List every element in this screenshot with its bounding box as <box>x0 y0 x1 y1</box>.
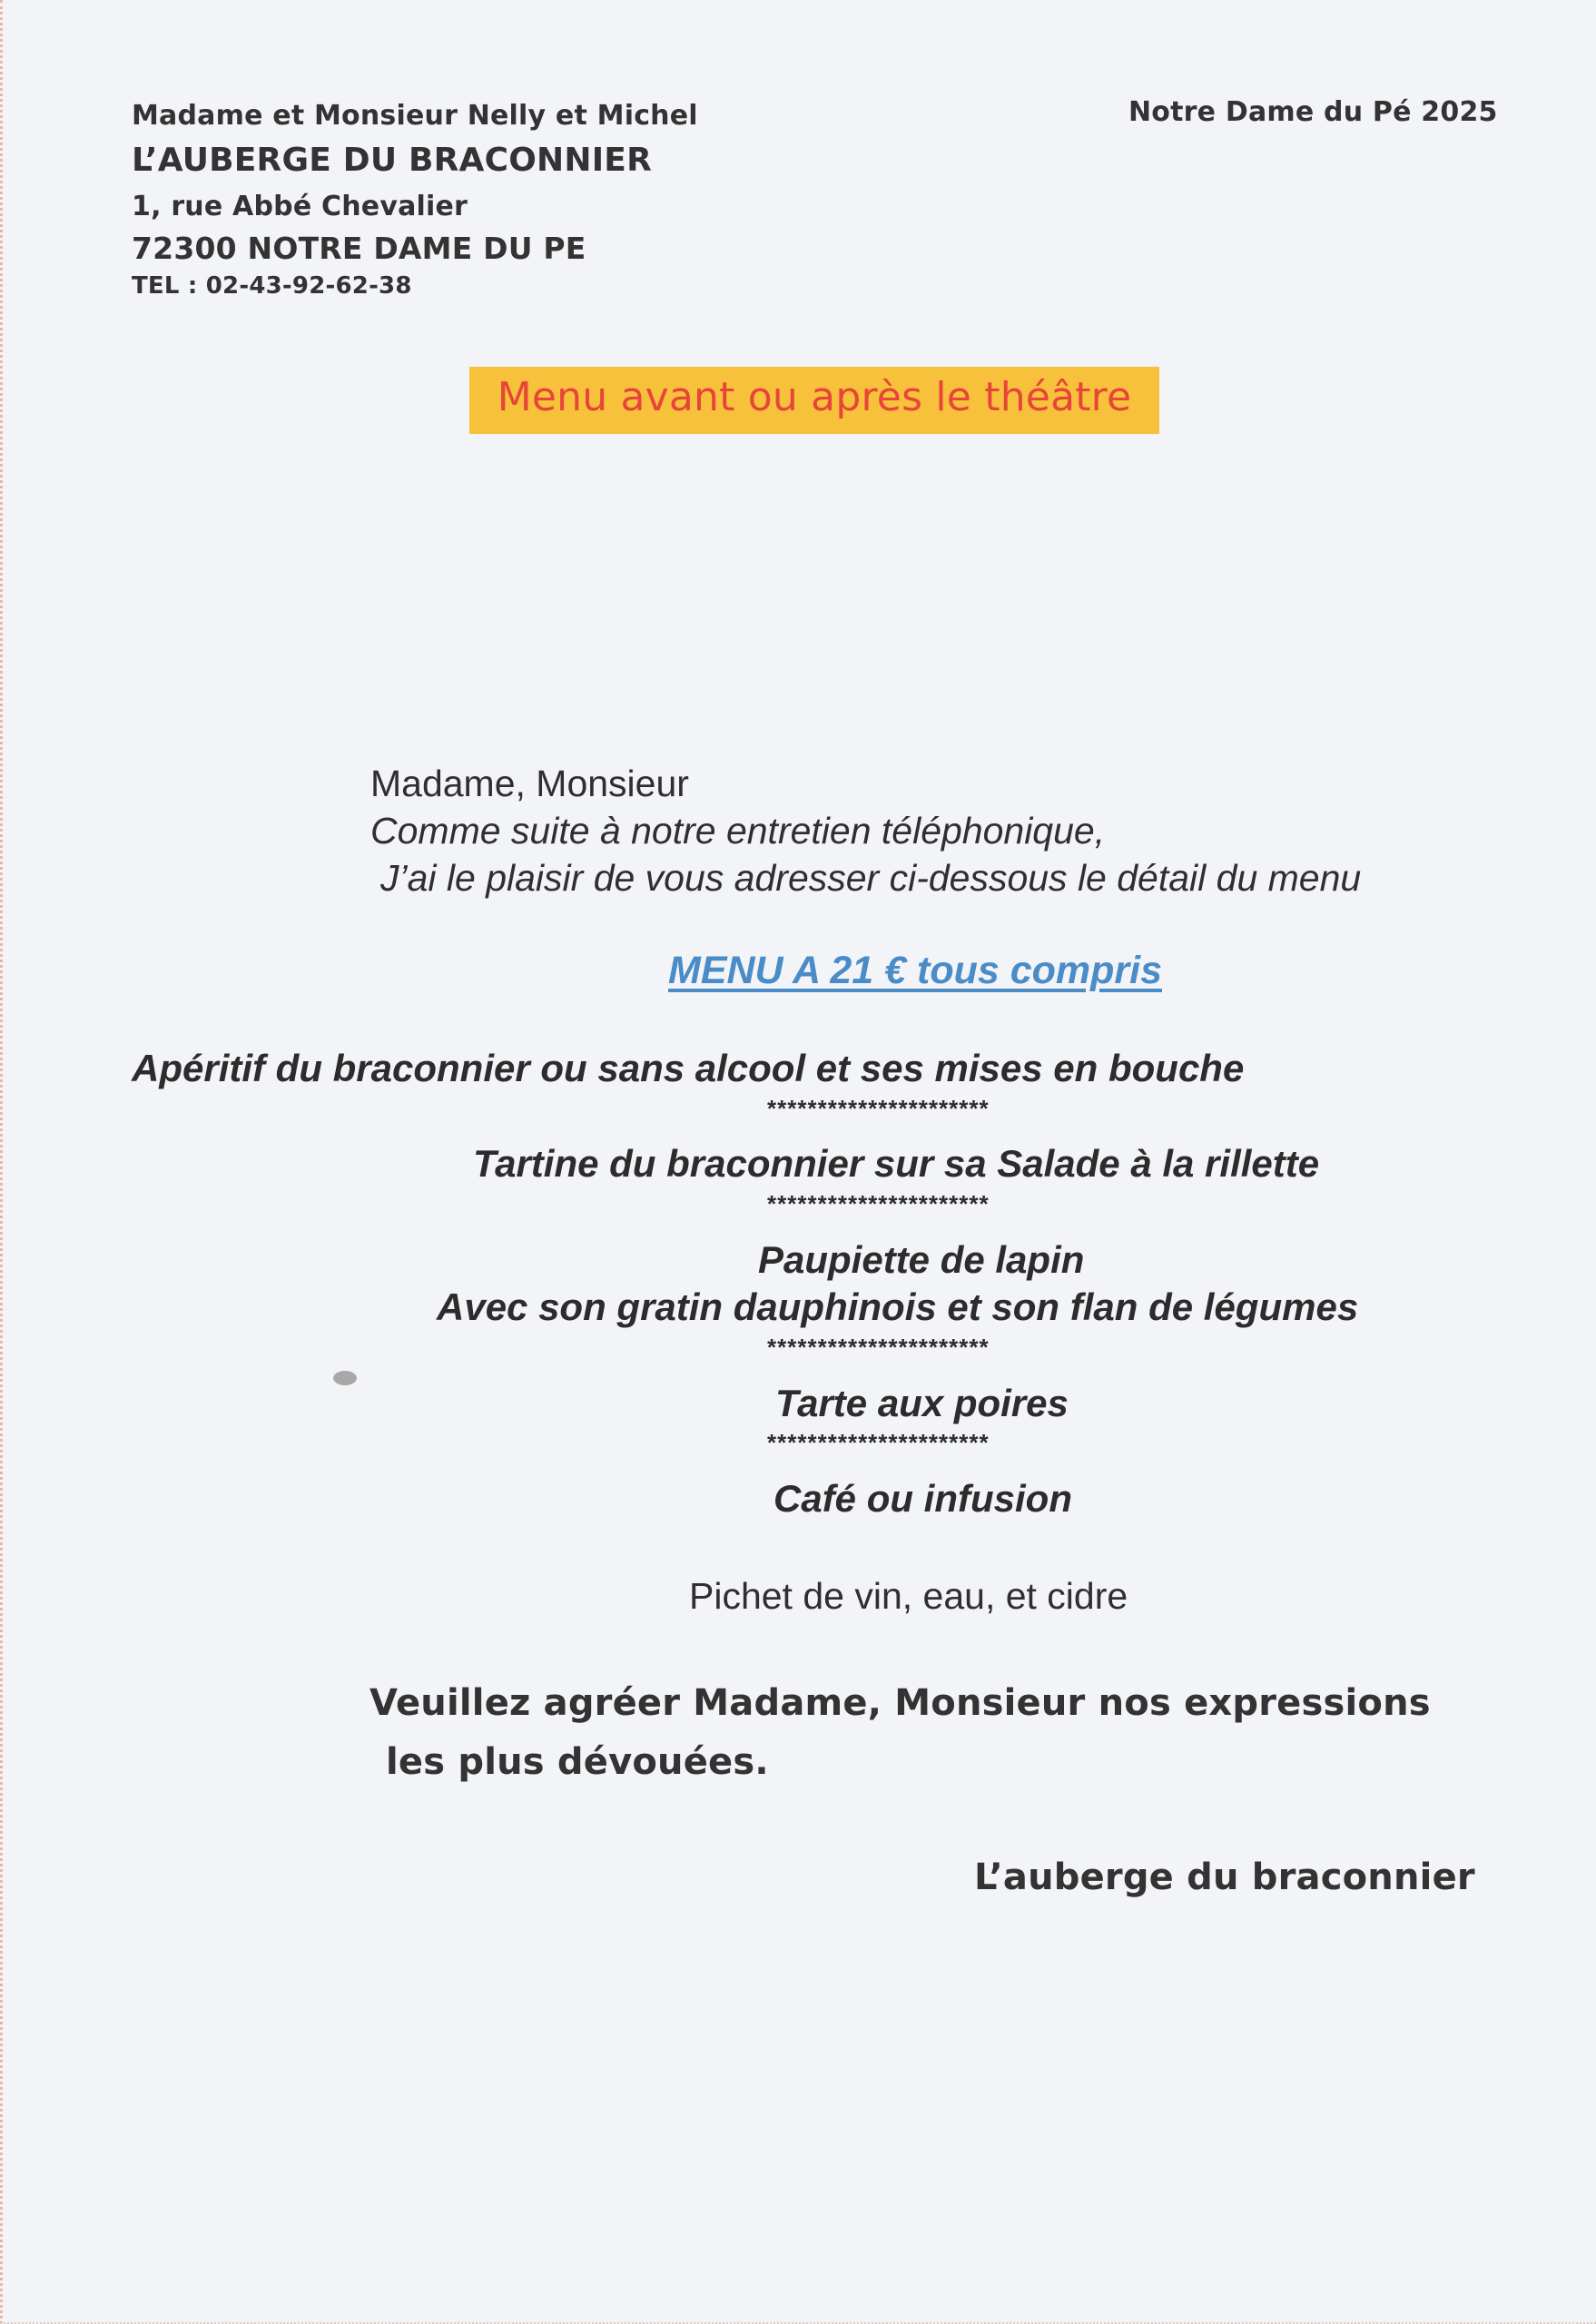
menu-title: Menu avant ou après le théâtre <box>497 374 1132 420</box>
course-aperitif: Apéritif du braconnier ou sans alcool et ses mises en bouche <box>132 1047 1245 1089</box>
salutation: Madame, Monsieur <box>370 763 689 804</box>
course-separator: ********************** <box>767 1095 990 1122</box>
course-separator: ********************** <box>767 1429 990 1456</box>
course-main: Paupiette de lapin <box>758 1238 1085 1281</box>
address-city: 72300 NOTRE DAME DU PE <box>132 231 586 266</box>
menu-price-heading: MENU A 21 € tous compris <box>668 949 1162 992</box>
intro-line-1: Comme suite à notre entretien téléphonique, <box>370 810 1106 852</box>
phone-number: TEL : 02-43-92-62-38 <box>132 272 412 300</box>
closing-line-1: Veuillez agréer Madame, Monsieur nos expressions <box>369 1682 1431 1724</box>
owners-line: Madame et Monsieur Nelly et Michel <box>132 100 698 132</box>
place-date: Notre Dame du Pé 2025 <box>1128 96 1498 128</box>
business-name: L’AUBERGE DU BRACONNIER <box>132 142 653 179</box>
closing-line-2: les plus dévouées. <box>386 1741 769 1783</box>
course-main-sides: Avec son gratin dauphinois et son flan de légumes <box>437 1285 1359 1328</box>
signature: L’auberge du braconnier <box>974 1856 1475 1898</box>
course-dessert: Tarte aux poires <box>775 1382 1069 1424</box>
ink-smudge <box>333 1371 357 1385</box>
course-separator: ********************** <box>767 1190 990 1217</box>
intro-line-2: J’ai le plaisir de vous adresser ci-dessous le détail du menu <box>380 857 1362 899</box>
course-coffee: Café ou infusion <box>773 1477 1072 1520</box>
course-starter: Tartine du braconnier sur sa Salade à la rillette <box>473 1142 1320 1185</box>
drinks-line: Pichet de vin, eau, et cidre <box>689 1575 1128 1617</box>
course-separator: ********************** <box>767 1334 990 1361</box>
address-street: 1, rue Abbé Chevalier <box>132 191 468 222</box>
